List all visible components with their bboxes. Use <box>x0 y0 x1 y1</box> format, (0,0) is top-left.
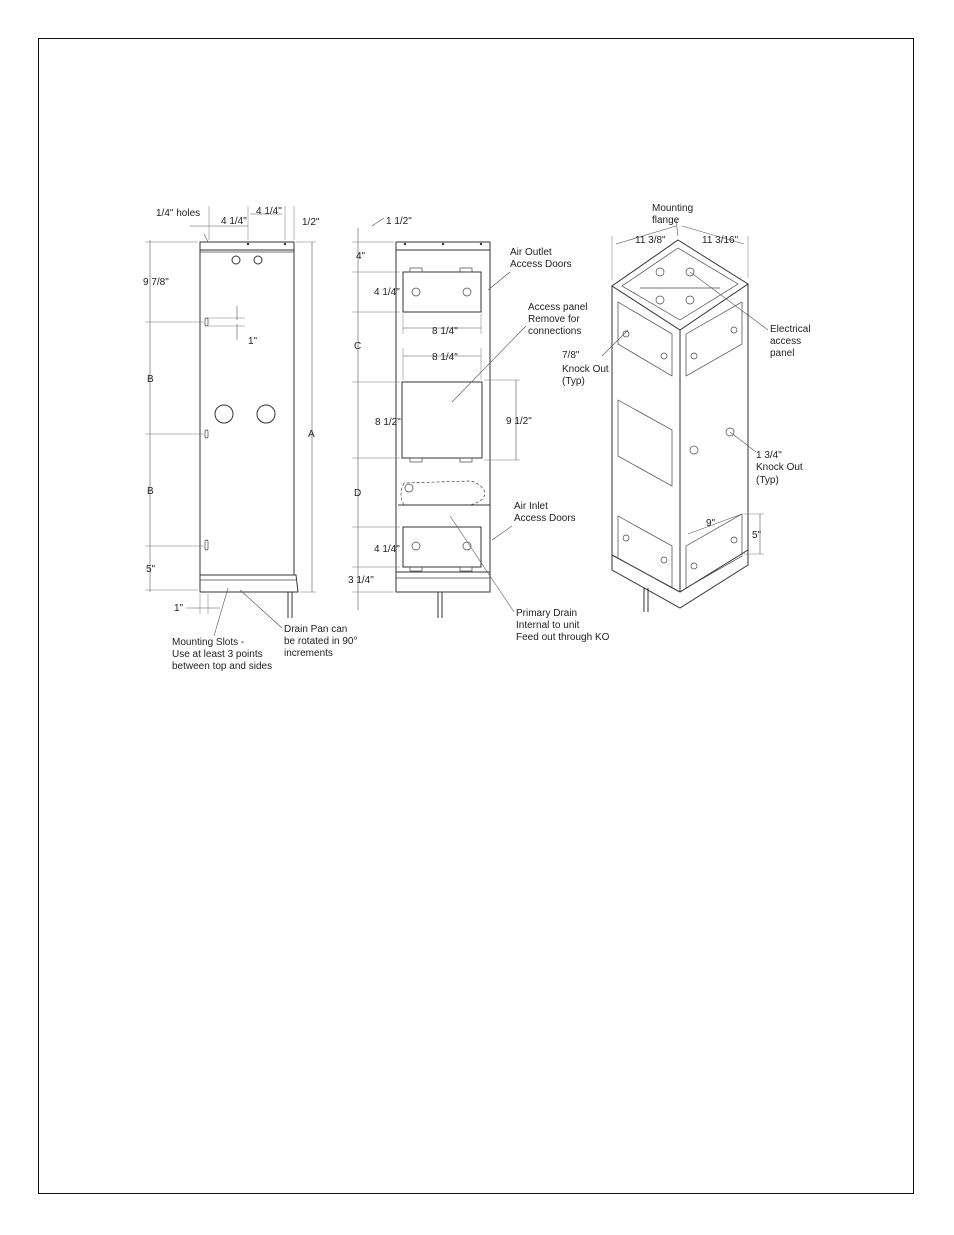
side-knockout <box>232 256 240 264</box>
iso-top-flange <box>612 240 748 330</box>
front-drain-pan <box>396 572 490 592</box>
front-dim-c: C <box>354 341 362 352</box>
access-panel <box>402 382 482 458</box>
front-dim-d: D <box>354 488 362 499</box>
iso-dim-right: 11 3/16" <box>702 235 739 246</box>
air-outlet-door <box>403 272 481 312</box>
iso-right-top-door <box>686 302 742 376</box>
front-dim-bottom: 3 1/4" <box>348 575 374 586</box>
drain-pan-note-2: be rotated in 90° <box>284 636 358 647</box>
electrical-note-2: access <box>770 336 802 347</box>
knockout-small-size: 7/8" <box>562 350 580 361</box>
primary-drain-outline <box>401 481 485 505</box>
side-knockout <box>254 256 262 264</box>
knockout-large-size: 1 3/4" <box>756 450 782 461</box>
dim-slot: 1" <box>248 336 258 347</box>
front-dim-width-1: 8 1/4" <box>432 326 458 337</box>
dim-b-upper: B <box>147 374 154 385</box>
mounting-slot <box>205 318 208 326</box>
iso-left-bottom-door <box>618 516 672 588</box>
iso-dim-5: 5" <box>752 530 762 541</box>
iso-dim-9: 9" <box>706 518 716 529</box>
iso-left-panel <box>618 400 672 486</box>
mounting-slots-note-3: between top and sides <box>172 661 273 672</box>
air-outlet-note-1: Air Outlet <box>510 247 552 258</box>
side-knockout-large <box>215 405 233 423</box>
mounting-slots-note-2: Use at least 3 points <box>172 649 263 660</box>
air-inlet-note-1: Air Inlet <box>514 501 548 512</box>
side-view <box>143 206 358 672</box>
front-dim-4: 4" <box>356 251 366 262</box>
side-view-top-flange <box>200 242 294 250</box>
mounting-flange-note-2: flange <box>652 215 680 226</box>
dim-overall-a: A <box>308 429 315 440</box>
dim-bottom-5: 5" <box>146 564 156 575</box>
isometric-view <box>562 203 811 612</box>
dim-top-b: 4 1/4" <box>256 206 282 217</box>
dim-height-top: 9 7/8" <box>143 277 169 288</box>
air-inlet-note-2: Access Doors <box>514 513 576 524</box>
access-panel-note-2: Remove for <box>528 314 580 325</box>
air-inlet-door <box>403 527 481 567</box>
drain-pan-note-3: increments <box>284 648 333 659</box>
primary-drain-note-3: Feed out through KO <box>516 632 610 643</box>
front-dim-inlet-door: 4 1/4" <box>374 544 400 555</box>
dim-left-1: 1" <box>174 603 184 614</box>
air-outlet-note-2: Access Doors <box>510 259 572 270</box>
iso-left-top-door <box>618 302 672 376</box>
mounting-slots-note-1: Mounting Slots - <box>172 637 245 648</box>
front-dim-panel-height-2: 9 1/2" <box>506 416 532 427</box>
dim-b-lower: B <box>147 486 154 497</box>
electrical-note-3: panel <box>770 348 795 359</box>
knockout-small-typ: (Typ) <box>562 376 585 387</box>
access-panel-note-1: Access panel <box>528 302 588 313</box>
knockout-small-note: Knock Out <box>562 364 609 375</box>
primary-drain-note-2: Internal to unit <box>516 620 580 631</box>
iso-dim-left: 11 3/8" <box>635 235 666 246</box>
knockout-large-note: Knock Out <box>756 462 803 473</box>
side-view-cabinet <box>200 250 294 575</box>
front-dim-width-2: 8 1/4" <box>432 352 458 363</box>
front-dim-top: 1 1/2" <box>386 216 412 227</box>
side-knockout-large <box>257 405 275 423</box>
front-dim-outlet-door: 4 1/4" <box>374 287 400 298</box>
mounting-flange-note-1: Mounting <box>652 203 694 214</box>
drain-pan-note-1: Drain Pan can <box>284 624 348 635</box>
holes-label-size: 1/4" holes <box>156 208 201 219</box>
knockout-large-typ: (Typ) <box>756 475 779 486</box>
front-view <box>348 216 610 643</box>
electrical-note-1: Electrical <box>770 324 811 335</box>
mounting-slot <box>205 430 208 438</box>
dim-top-a: 4 1/4" <box>221 216 247 227</box>
drain-pan <box>200 575 298 592</box>
primary-drain-note-1: Primary Drain <box>516 608 578 619</box>
access-panel-note-3: connections <box>528 326 582 337</box>
mounting-slot <box>205 540 208 550</box>
front-dim-panel-height: 8 1/2" <box>375 417 401 428</box>
dim-top-c: 1/2" <box>302 217 320 228</box>
